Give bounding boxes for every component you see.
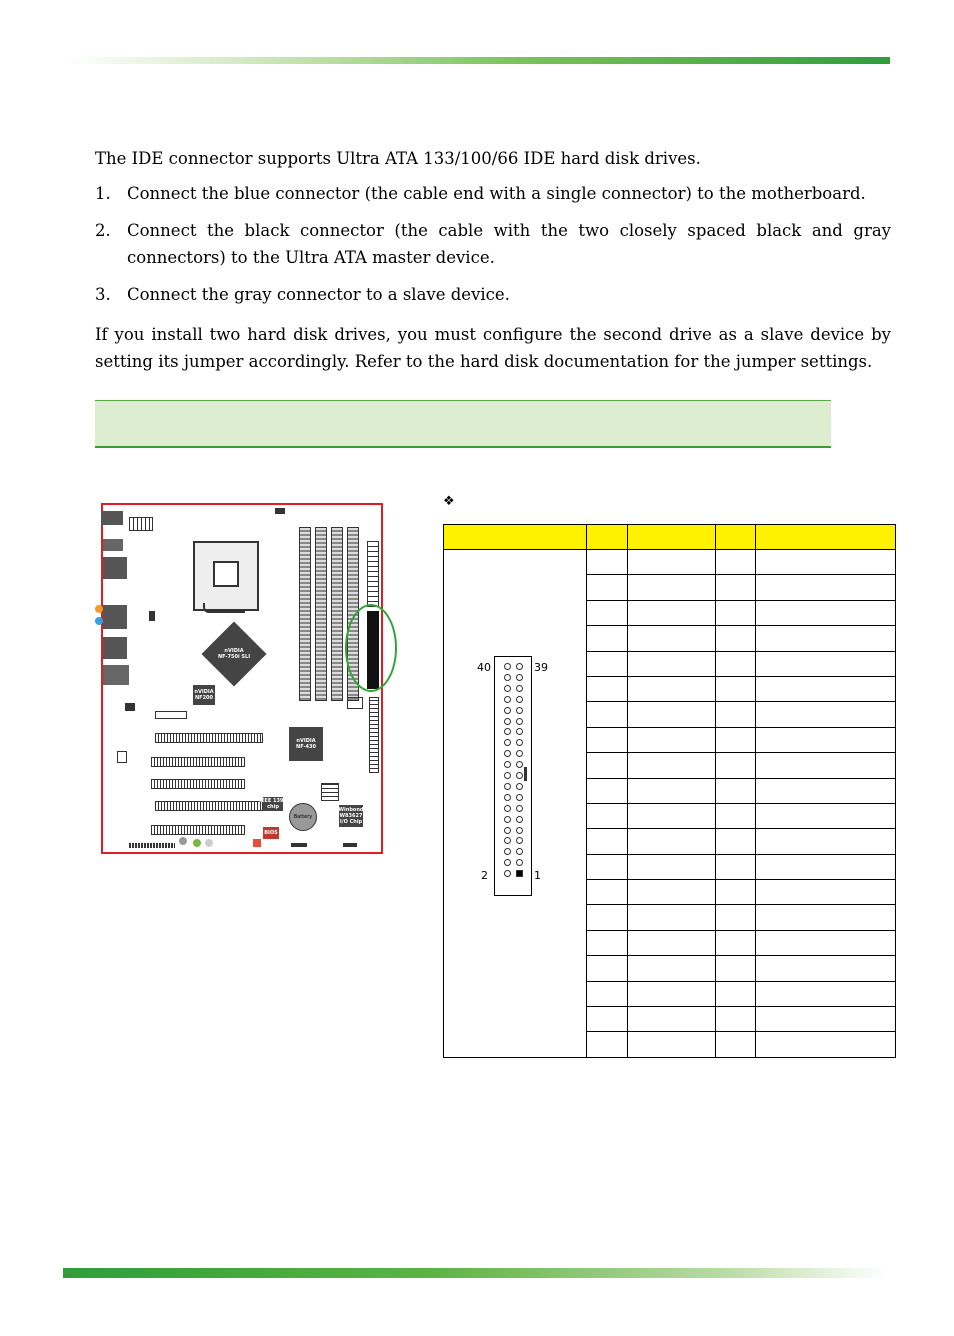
table-header-row	[444, 525, 896, 550]
jumper	[205, 839, 213, 847]
pin-hole	[504, 718, 511, 725]
note-box	[95, 400, 831, 448]
pin-hole	[516, 696, 523, 703]
pci-slot	[151, 757, 245, 767]
southbridge-label: nVIDIA NF-430	[296, 738, 316, 750]
front-panel-header	[129, 843, 175, 848]
io-chip	[339, 805, 363, 827]
usb-stack	[103, 637, 127, 659]
usb-header	[343, 843, 357, 847]
nf200-label: nVIDIA NF200	[194, 689, 214, 701]
pin-hole	[504, 739, 511, 746]
northbridge-chip	[201, 621, 266, 686]
pin-hole	[516, 848, 523, 855]
step-text: Connect the gray connector to a slave device.	[127, 285, 510, 304]
ide-connector-diagram	[494, 656, 532, 896]
step-number: 2.	[95, 221, 111, 240]
pin-hole	[516, 870, 523, 877]
pin-label-2: 2	[481, 869, 488, 882]
southbridge-chip	[289, 727, 323, 761]
footer-bar	[63, 1268, 888, 1278]
pin-hole	[516, 859, 523, 866]
pcie-x1-slot	[155, 711, 187, 719]
usb-stack	[103, 665, 129, 685]
cpu-socket	[193, 541, 259, 611]
fan-header	[149, 611, 155, 621]
jumper	[179, 837, 187, 845]
pin-hole	[504, 870, 511, 877]
pci-slot	[151, 779, 245, 789]
usb-port	[103, 539, 123, 551]
lan-port	[103, 557, 127, 579]
dimm-slot	[315, 527, 327, 701]
pin-hole	[504, 859, 511, 866]
atx-power-connector	[367, 541, 379, 607]
floppy-connector	[369, 697, 379, 773]
firewire-label: IEEE 1394 chip	[259, 798, 287, 810]
pin-hole	[516, 739, 523, 746]
pin-label-40: 40	[477, 661, 491, 674]
pin-hole	[504, 696, 511, 703]
pci-slot	[151, 825, 245, 835]
usb-header	[291, 843, 307, 847]
io-chip-label: Winbond W83627 I/O Chip	[338, 807, 364, 825]
battery-label: Battery	[293, 814, 313, 820]
pin-hole	[504, 783, 511, 790]
pin-hole	[504, 816, 511, 823]
ide-highlight-ellipse	[345, 604, 397, 692]
battery	[289, 803, 317, 831]
pin-hole	[516, 674, 523, 681]
pin-hole	[504, 772, 511, 779]
pin-hole	[504, 663, 511, 670]
pcie-x16-slot	[155, 733, 263, 743]
step-number: 1.	[95, 184, 111, 203]
pin-hole	[504, 674, 511, 681]
pin-label-1: 1	[534, 869, 541, 882]
header-bar	[65, 57, 890, 64]
pin-hole	[516, 805, 523, 812]
pin-hole	[516, 783, 523, 790]
pin-hole	[516, 663, 523, 670]
pin-hole	[504, 750, 511, 757]
pin-hole	[516, 761, 523, 768]
bios-chip	[263, 827, 279, 839]
pin-hole	[504, 837, 511, 844]
pin-hole	[504, 827, 511, 834]
aux-power-connector	[321, 783, 339, 801]
pin-hole	[504, 728, 511, 735]
pin-hole	[516, 772, 523, 779]
audio-port	[95, 617, 103, 625]
closing-text: If you install two hard disk drives, you must configure the second drive as a slave device by setting its jumper accordingly. Refer to the hard disk documentation for the jumper settings.	[95, 325, 891, 371]
bullet-icon: ❖	[443, 494, 455, 509]
audio-port	[95, 605, 103, 613]
nf200-chip	[193, 685, 215, 705]
pin-hole	[516, 816, 523, 823]
sata-port	[347, 697, 363, 709]
power-connector	[129, 517, 153, 531]
firewire-chip	[259, 797, 287, 811]
dimm-slot	[331, 527, 343, 701]
pcie-x16-slot	[155, 801, 263, 811]
motherboard-diagram	[101, 503, 383, 854]
table-row	[444, 550, 896, 575]
pin-hole	[516, 827, 523, 834]
step-text: Connect the black connector (the cable with the two closely spaced black and gray connectors) to the Ultra ATA master device.	[127, 221, 891, 267]
pin-label-39: 39	[534, 661, 548, 674]
pin-hole	[516, 837, 523, 844]
northbridge-label: nVIDIA NF-750i SLI	[217, 648, 251, 660]
pin-hole	[516, 685, 523, 692]
ps2-port	[101, 511, 123, 525]
pin-hole	[504, 685, 511, 692]
pin-hole	[504, 805, 511, 812]
step-text: Connect the blue connector (the cable end with a single connector) to the motherboard.	[127, 184, 866, 203]
connector-key	[524, 767, 527, 781]
pin-hole	[504, 761, 511, 768]
pin-hole	[516, 750, 523, 757]
led	[253, 839, 261, 847]
pin-hole	[516, 728, 523, 735]
fan-header	[275, 508, 285, 514]
jumper	[193, 839, 201, 847]
audio-header	[117, 751, 127, 763]
pin-hole	[516, 718, 523, 725]
socket-lever	[203, 603, 245, 613]
pin-hole	[504, 707, 511, 714]
intro-text: The IDE connector supports Ultra ATA 133/100/66 IDE hard disk drives.	[95, 149, 701, 168]
pin-hole	[516, 707, 523, 714]
pin-hole	[504, 794, 511, 801]
pin-hole	[504, 848, 511, 855]
step-number: 3.	[95, 285, 111, 304]
dimm-slot	[299, 527, 311, 701]
pin-hole	[516, 794, 523, 801]
bios-label: BIOS	[264, 830, 278, 836]
audio-stack	[103, 605, 127, 629]
header-pins	[125, 703, 135, 711]
